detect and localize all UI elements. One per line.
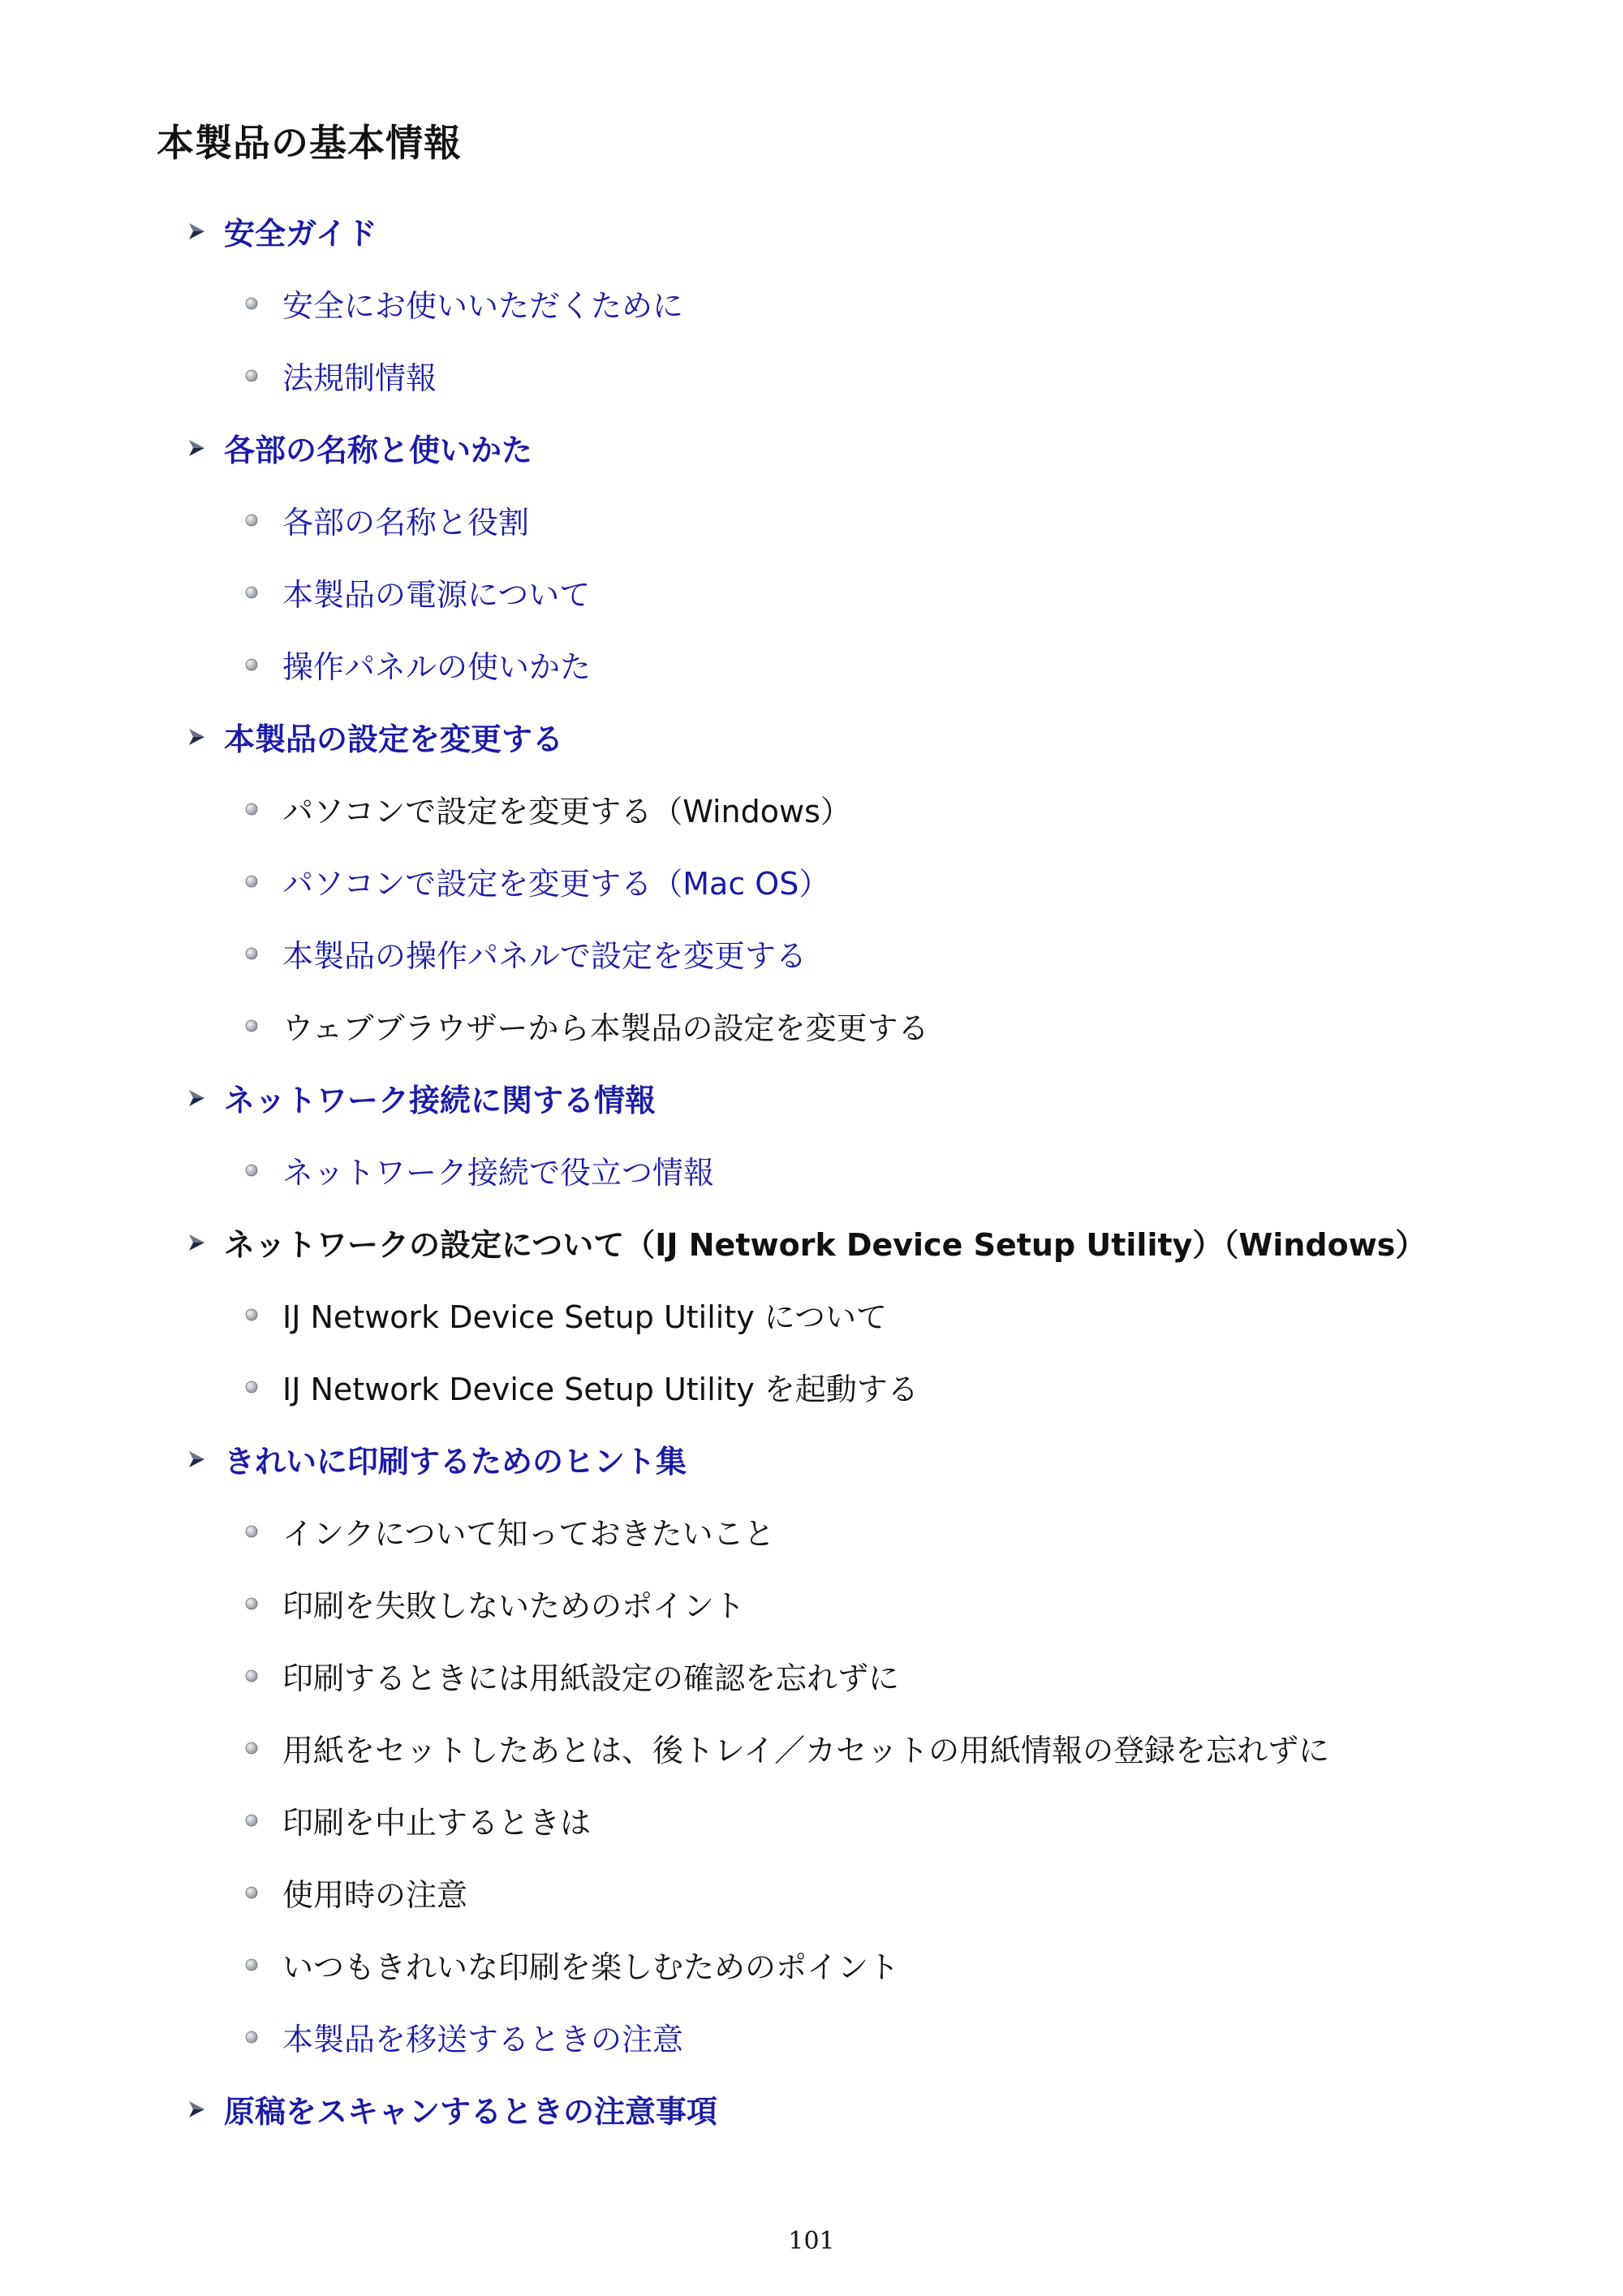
item-text: 印刷を中止するときは (282, 1805, 592, 1841)
item-text: 使用時の注意 (282, 1877, 468, 1913)
item-text: ウェブブラウザーから本製品の設定を変更する (282, 1010, 929, 1046)
arrow-right-icon (187, 222, 206, 241)
toc-section (0, 411, 1623, 700)
item-link[interactable]: 安全にお使いいただくために (282, 288, 684, 324)
toc-section (0, 1206, 1623, 1423)
list-item (0, 1350, 1623, 1423)
arrow-right-icon (187, 1450, 206, 1469)
section-link[interactable]: 原稿をスキャンするときの注意事項 (224, 2094, 718, 2130)
arrow-right-icon (187, 727, 206, 747)
list-item (0, 1639, 1623, 1712)
arrow-right-icon (187, 1233, 206, 1252)
item-text: インクについて知っておきたいこと (282, 1516, 775, 1552)
list-item (0, 773, 1623, 845)
item-link[interactable]: 操作パネルの使いかた (282, 649, 592, 685)
arrow-right-icon (187, 438, 206, 458)
list-item[interactable] (0, 628, 1623, 700)
list-item (0, 1856, 1623, 1928)
item-text: 印刷を失敗しないためのポイント (282, 1588, 746, 1624)
bullet-dot-icon (245, 2031, 258, 2044)
toc-section (0, 195, 1623, 411)
item-link[interactable]: 各部の名称と役割 (282, 505, 530, 541)
toc-section (0, 700, 1623, 1062)
item-link[interactable]: 法規制情報 (282, 360, 437, 396)
section-heading (0, 1206, 1623, 1278)
item-text: IJ Network Device Setup Utility について (282, 1299, 888, 1335)
bullet-dot-icon (245, 297, 258, 310)
list-item[interactable] (0, 267, 1623, 339)
section-heading[interactable] (0, 411, 1623, 484)
page-title: 本製品の基本情報 (157, 121, 462, 165)
bullet-dot-icon (245, 514, 258, 527)
bullet-dot-icon (245, 586, 258, 599)
bullet-dot-icon (245, 803, 258, 816)
section-link[interactable]: 安全ガイド (224, 216, 377, 252)
list-item (0, 1567, 1623, 1639)
list-item[interactable] (0, 845, 1623, 917)
list-item[interactable] (0, 339, 1623, 411)
bullet-dot-icon (245, 1958, 258, 1971)
section-heading[interactable] (0, 2073, 1623, 2145)
item-link[interactable]: ネットワーク接続で役立つ情報 (282, 1155, 715, 1191)
toc-section (0, 1423, 1623, 2073)
item-link[interactable]: 本製品の電源について (282, 577, 591, 613)
bullet-dot-icon (245, 369, 258, 382)
bullet-dot-icon (245, 1164, 258, 1177)
page-number: 101 (788, 2227, 835, 2255)
section-link[interactable]: 各部の名称と使いかた (224, 433, 533, 468)
item-text: いつもきれいな印刷を楽しむためのポイント (282, 1949, 900, 1985)
item-link[interactable]: 本製品の操作パネルで設定を変更する (282, 938, 807, 974)
bullet-dot-icon (245, 1814, 258, 1827)
bullet-dot-icon (245, 1597, 258, 1610)
bullet-dot-icon (245, 947, 258, 960)
item-text: パソコンで設定を変更する（Windows） (282, 794, 851, 829)
list-item (0, 1784, 1623, 1856)
arrow-right-icon (187, 1088, 206, 1108)
list-item (0, 1278, 1623, 1350)
list-item[interactable] (0, 1134, 1623, 1206)
bullet-dot-icon (245, 875, 258, 888)
list-item[interactable] (0, 556, 1623, 628)
item-text: 印刷するときには用紙設定の確認を忘れずに (282, 1661, 900, 1696)
bullet-dot-icon (245, 1019, 258, 1032)
item-text: IJ Network Device Setup Utility を起動する (282, 1372, 919, 1407)
list-item (0, 1712, 1623, 1784)
section-title: ネットワークの設定について（IJ Network Device Setup Utility）（Windows） (224, 1227, 1427, 1263)
bullet-dot-icon (245, 1886, 258, 1899)
section-heading[interactable] (0, 1423, 1623, 1495)
bullet-dot-icon (245, 1308, 258, 1321)
section-heading[interactable] (0, 1062, 1623, 1134)
list-item[interactable] (0, 2001, 1623, 2073)
bullet-dot-icon (245, 1381, 258, 1394)
section-link[interactable]: ネットワーク接続に関する情報 (224, 1083, 657, 1118)
section-heading[interactable] (0, 700, 1623, 773)
section-link[interactable]: 本製品の設定を変更する (224, 722, 564, 757)
list-item[interactable] (0, 484, 1623, 556)
item-link[interactable]: パソコンで設定を変更する（Mac OS） (282, 866, 830, 902)
bullet-dot-icon (245, 1669, 258, 1682)
list-item (0, 1495, 1623, 1567)
toc-section (0, 2073, 1623, 2145)
table-of-contents (0, 195, 1623, 2145)
bullet-dot-icon (245, 1525, 258, 1538)
item-link[interactable]: 本製品を移送するときの注意 (282, 2022, 684, 2057)
arrow-right-icon (187, 2100, 206, 2119)
section-heading[interactable] (0, 195, 1623, 267)
list-item (0, 989, 1623, 1062)
list-item[interactable] (0, 917, 1623, 989)
item-text: 用紙をセットしたあとは、後トレイ／カセットの用紙情報の登録を忘れずに (282, 1733, 1330, 1768)
section-link[interactable]: きれいに印刷するためのヒント集 (224, 1444, 687, 1480)
toc-section (0, 1062, 1623, 1206)
list-item (0, 1928, 1623, 2001)
bullet-dot-icon (245, 658, 258, 671)
bullet-dot-icon (245, 1742, 258, 1755)
